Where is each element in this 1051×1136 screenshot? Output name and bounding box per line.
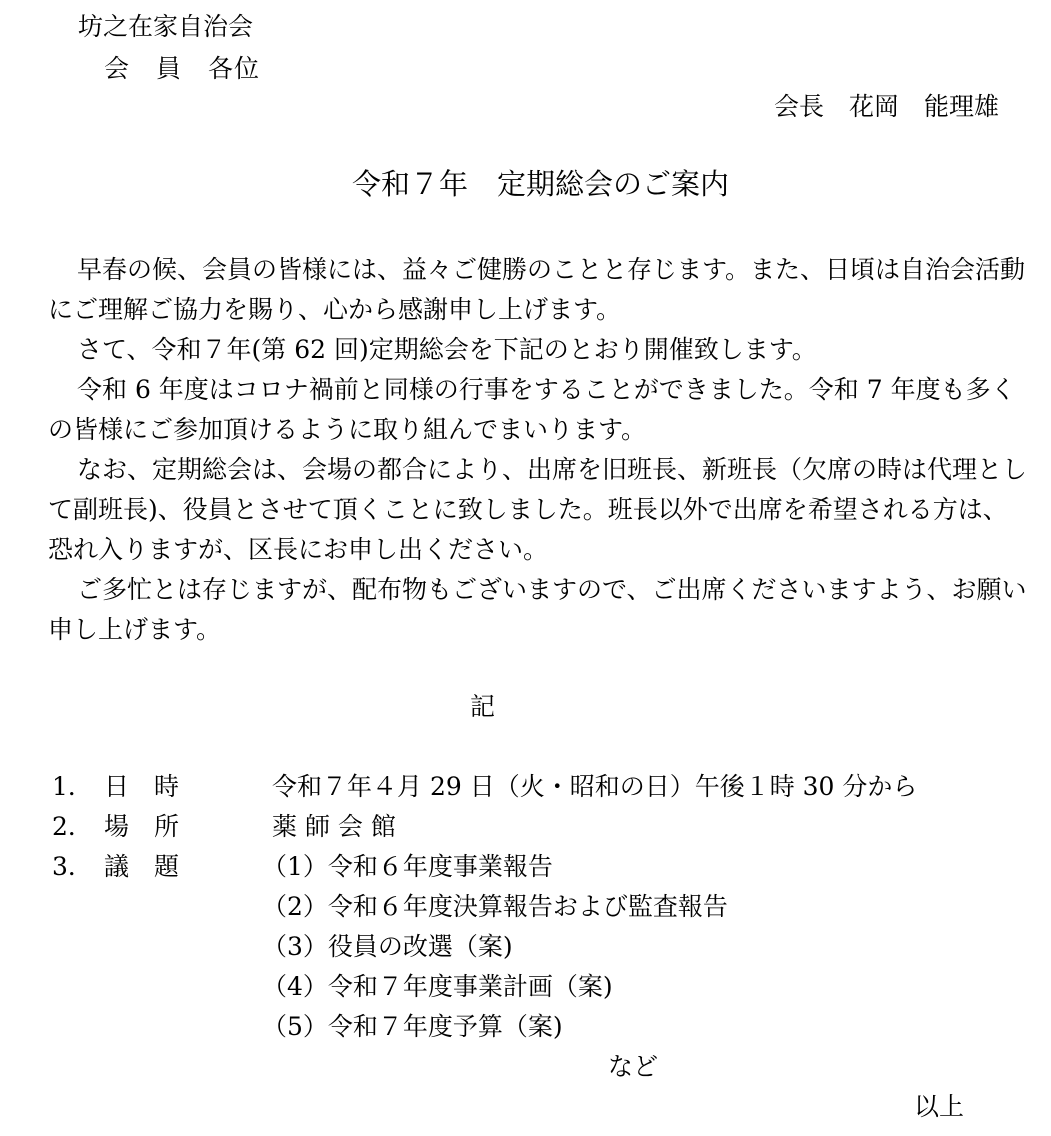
item-number: 2． bbox=[52, 812, 93, 841]
agenda-item: （1）令和６年度事業報告 bbox=[262, 852, 553, 881]
document-title: 令和７年 定期総会のご案内 bbox=[351, 167, 729, 201]
body-paragraph-request: ご多忙とは存じますが、配布物もございますので、ご出席くださいますよう、お願い申し上げます。 bbox=[48, 575, 1027, 644]
item-number: 3． bbox=[52, 852, 93, 881]
body-paragraph-greeting: 早春の候、会員の皆様には、益々ご健勝のことと存じます。また、日頃は自治会活動にご理解ご協力を賜り、心から感謝申し上げます。 bbox=[48, 255, 1026, 324]
item-place bbox=[0, 814, 1051, 844]
item-value: 薬 師 会 館 bbox=[272, 812, 396, 841]
addressee-organization: 坊之在家自治会 bbox=[78, 12, 254, 41]
closing-mark: 以上 bbox=[914, 1092, 965, 1121]
agenda-item: （3）役員の改選（案) bbox=[262, 932, 513, 961]
addressee-members: 会 員 各位 bbox=[104, 54, 261, 83]
item-label: 議 題 bbox=[104, 852, 180, 881]
agenda-item: （4）令和７年度事業計画（案) bbox=[262, 972, 613, 1001]
item-value: 令和７年４月 29 日（火・昭和の日）午後１時 30 分から bbox=[272, 772, 918, 801]
sender-name: 会長 花岡 能理雄 bbox=[773, 92, 999, 121]
etc-note: など bbox=[608, 1052, 659, 1081]
agenda-item: （5）令和７年度予算（案) bbox=[262, 1012, 563, 1041]
ki-heading: 記 bbox=[470, 692, 496, 721]
body-paragraph-attendance: なお、定期総会は、会場の都合により、出席を旧班長、新班長（欠席の時は代理として副班長)、役員とさせて頂くことに致しました。班長以外で出席を希望される方は、恐れ入りますが、区長にお申し出ください。 bbox=[48, 455, 1028, 564]
body-paragraph-activities: 令和 6 年度はコロナ禍前と同様の行事をすることができました。令和 7 年度も多くの皆様にご参加頂けるように取り組んでまいります。 bbox=[48, 375, 1016, 444]
item-label: 場 所 bbox=[104, 812, 180, 841]
item-datetime bbox=[0, 774, 1051, 804]
body-paragraph-announcement: さて、令和７年(第 62 回)定期総会を下記のとおり開催致します。 bbox=[77, 335, 817, 364]
item-number: 1． bbox=[52, 772, 93, 801]
agenda-item: （2）令和６年度決算報告および監査報告 bbox=[262, 892, 728, 921]
item-label: 日 時 bbox=[104, 772, 180, 801]
